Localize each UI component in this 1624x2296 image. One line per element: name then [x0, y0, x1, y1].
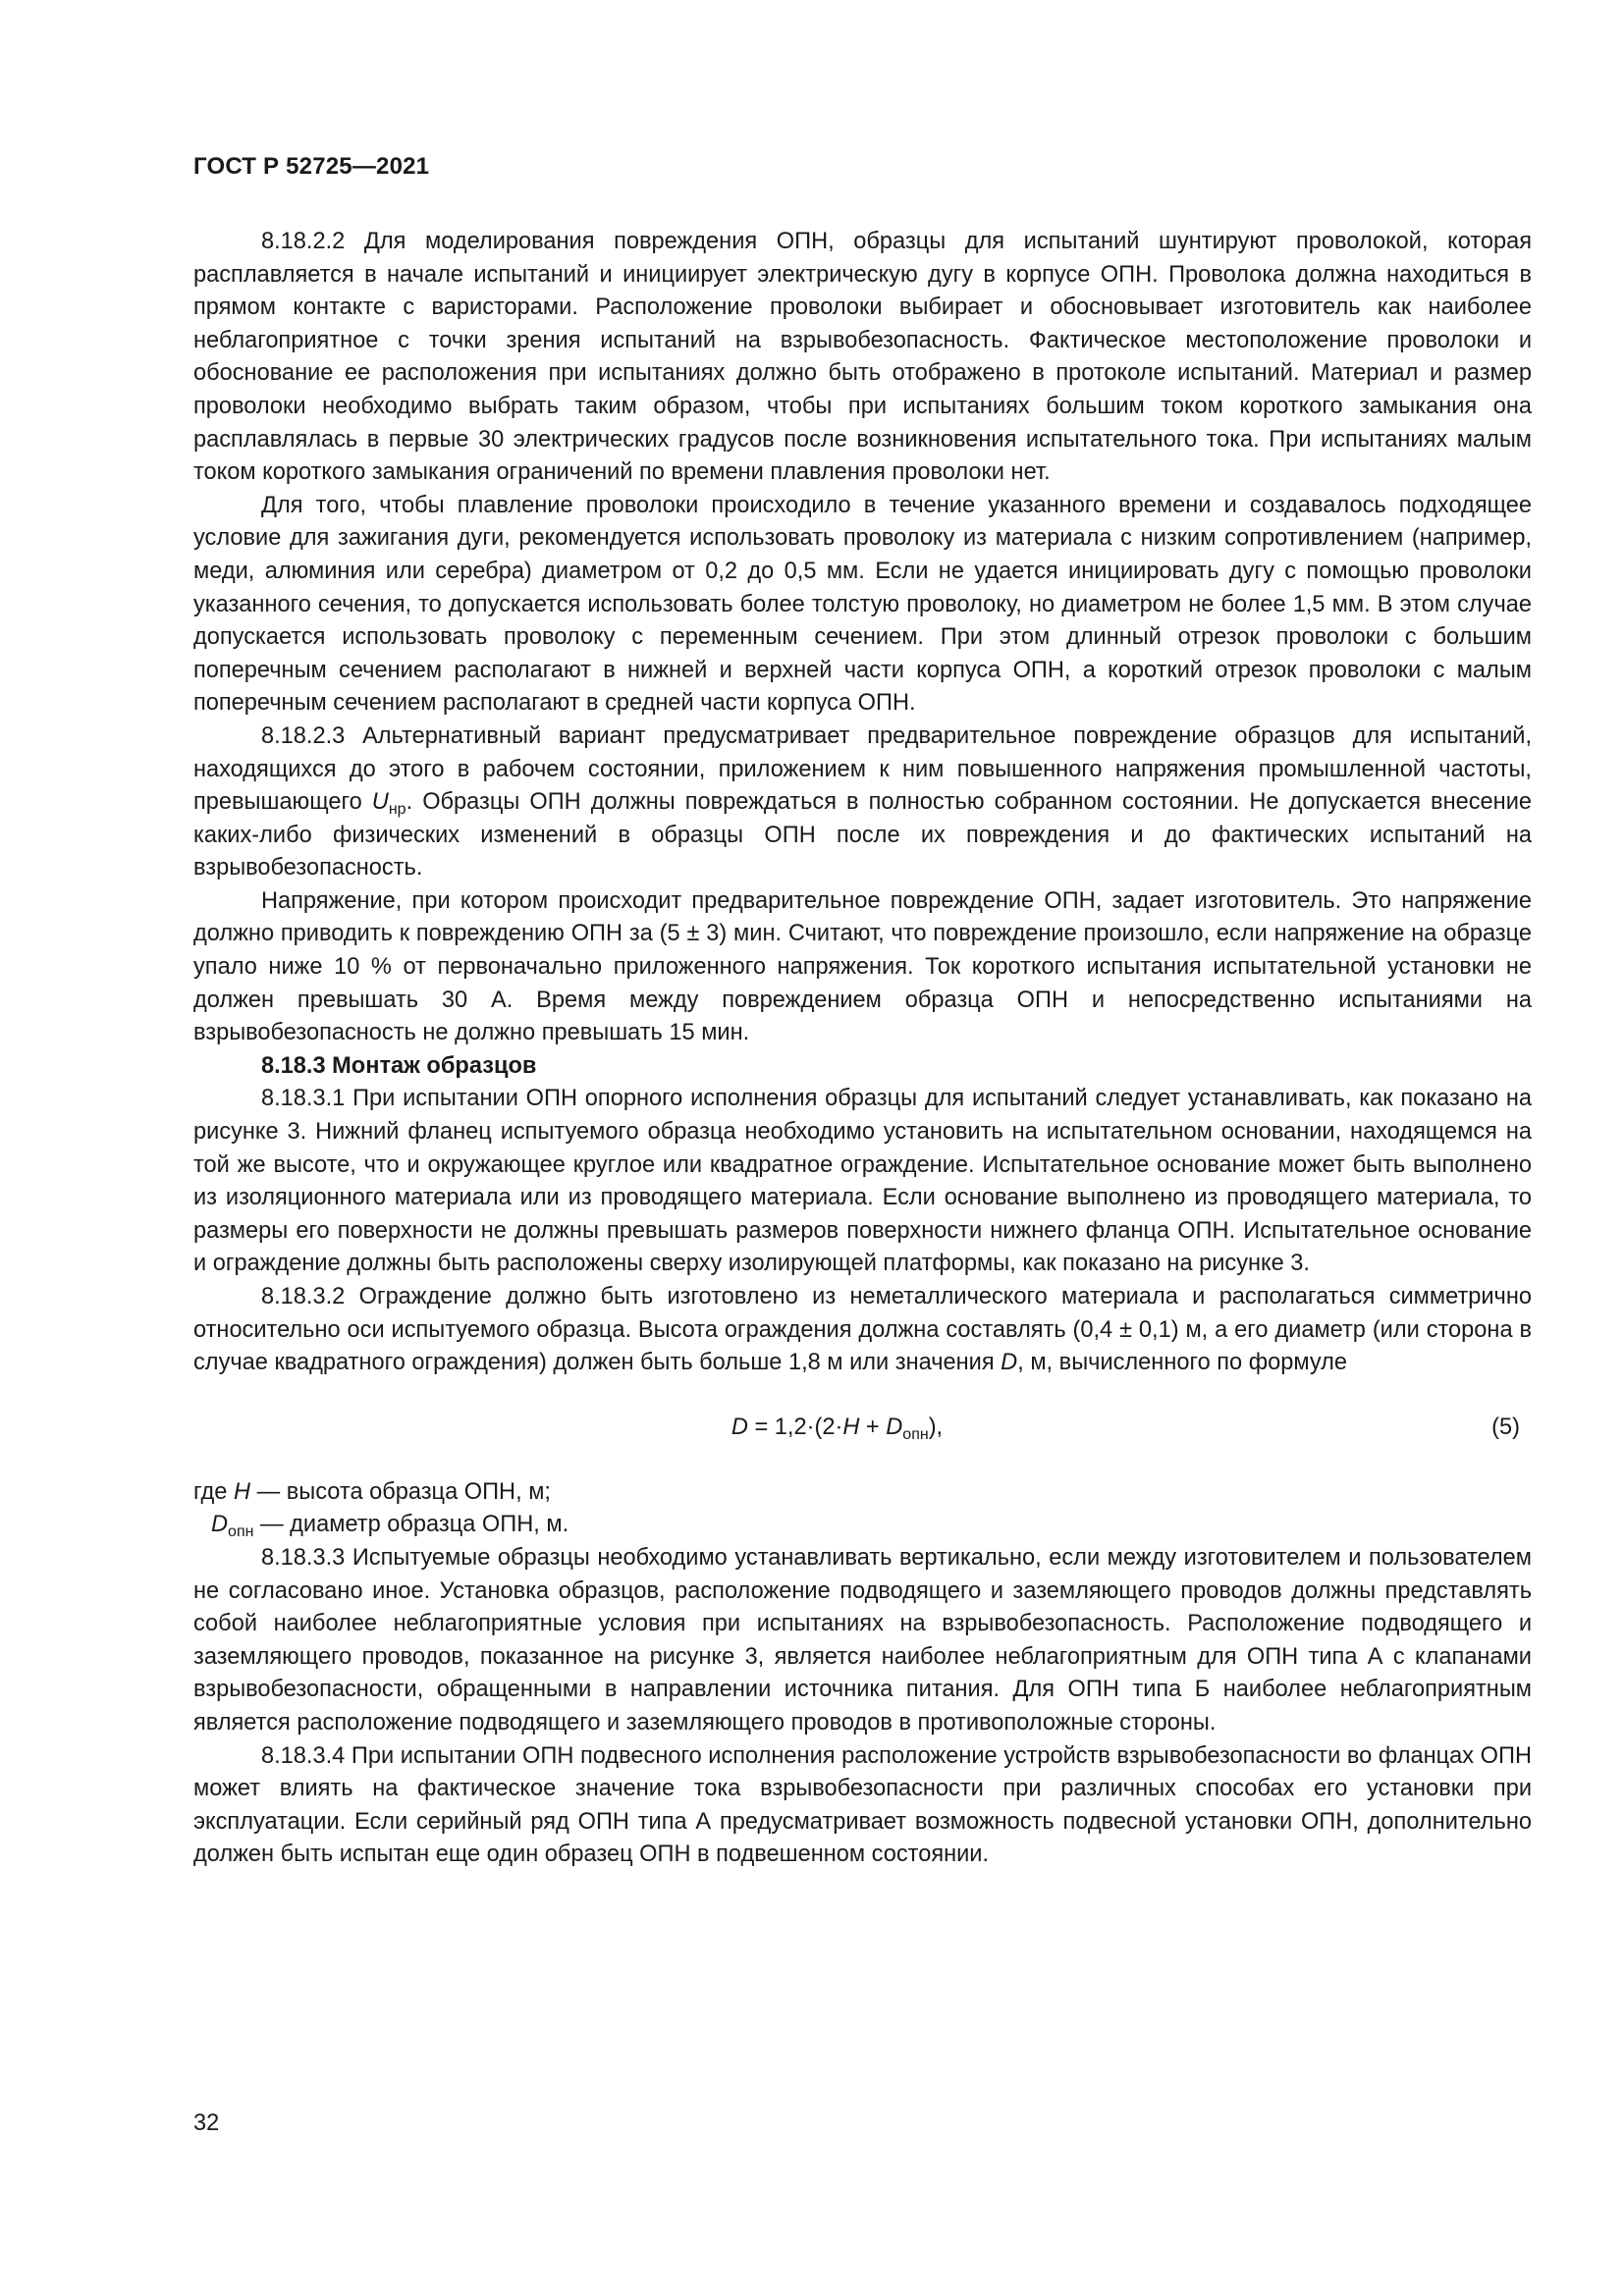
formula-text: ),	[928, 1414, 944, 1440]
paragraph-8-18-3-1: 8.18.3.1 При испытании ОПН опорного исполнения образцы для испытаний следует устанавливать, как показано на рисунке 3. Нижний фланец испытуемого образца необходимо установить на испытательном основании, находящемся на той же высоте, что и окружающее круглое или квадратное ограждение. Испытательное основание может быть выполнено из изоляционного материала или из проводящего материала. Если основание выполнено из проводящего материала, то размеры его поверхности не должны превышать размеров поверхности нижнего фланца ОПН. Испытательное основание и ограждение должны быть расположены сверху изолирующей платформы, как показано на рисунке 3.	[193, 1086, 1532, 1277]
section-heading-8-18-3: 8.18.3 Монтаж образцов	[261, 1052, 537, 1079]
formula-symbol-d: D	[731, 1414, 748, 1440]
subscript-nr: нр	[388, 801, 406, 819]
standard-header: ГОСТ Р 52725—2021	[193, 153, 430, 180]
paragraph-text: 8.18.2.3 Альтернативный вариант предусматривает предварительное повреждение образцов для испытаний, находящихся до этого в рабочем состоянии, приложением к ним повышенного напряжения промышленной частоты, превышающего	[193, 722, 1532, 816]
page-body	[193, 226, 1532, 1872]
page-number: 32	[193, 2110, 220, 2136]
symbol-d: D	[1001, 1350, 1018, 1376]
paragraph-8-18-3-4: 8.18.3.4 При испытании ОПН подвесного исполнения расположение устройств взрывобезопасности во фланцах ОПН может влиять на фактическое значение тока взрывобезопасности при различных способах его установки при эксплуатации. Если серийный ряд ОПН типа А предусматривает возможность подвесной установки ОПН, дополнительно должен быть испытан еще один образец ОПН в подвешенном состоянии.	[193, 1742, 1532, 1868]
formula-symbol-h: H	[842, 1414, 860, 1440]
paragraph-8-18-2-2: 8.18.2.2 Для моделирования повреждения ОПН, образцы для испытаний шунтируют проволокой, которая расплавляется в начале испытаний и инициирует электрическую дугу в корпусе ОПН. Проволока должна находиться в прямом контакте с варисторами. Расположение проволоки выбирает и обосновывает изготовитель как наиболее неблагоприятное с точки зрения испытаний на взрывобезопасность. Фактическое местоположение проволоки и обоснование ее расположения при испытаниях должно быть отображено в протоколе испытаний. Материал и размер проволоки необходимо выбрать таким образом, чтобы при испытаниях большим током короткого замыкания она расплавлялась в первые 30 электрических градусов после возникновения испытательного тока. При испытаниях малым током короткого замыкания ограничений по времени плавления проволоки нет.	[193, 229, 1532, 486]
formula-text: = 1,2·(2·	[747, 1414, 843, 1440]
paragraph-text: 8.18.3.2 Ограждение должно быть изготовлено из неметаллического материала и располагаться симметрично относительно оси испытуемого образца. Высота ограждения должна составлять (0,4 ± 0,1) м, а его диаметр (или сторона в случае квадратного ограждения) должен быть больше 1,8 м или значения	[193, 1284, 1532, 1376]
paragraph-8-18-2-3	[193, 721, 1532, 885]
paragraph-text: , м, вычисленного по формуле	[1017, 1350, 1348, 1376]
symbol-u: U	[371, 789, 389, 816]
subscript-opn: опн	[228, 1523, 254, 1541]
paragraph-8-18-3-2	[193, 1281, 1532, 1380]
where-h-desc: — высота образца ОПН, м;	[250, 1478, 551, 1505]
formula-text: +	[859, 1414, 887, 1440]
formula-expression	[193, 1394, 1532, 1461]
where-d	[193, 1509, 1532, 1542]
where-d-desc: — диаметр образца ОПН, м.	[253, 1512, 569, 1538]
symbol-h: H	[234, 1478, 251, 1505]
paragraph-text: . Образцы ОПН должны повреждаться в полностью собранном состоянии. Не допускается внесение каких-либо физических изменений в образцы ОПН после их повреждения и до фактических испытаний на взрывобезопасность.	[193, 789, 1532, 881]
symbol-d: D	[211, 1512, 229, 1538]
formula-subscript: опн	[902, 1425, 929, 1443]
formula-symbol-d: D	[886, 1414, 903, 1440]
where-h	[193, 1476, 1532, 1510]
paragraph-pre-damage-voltage: Напряжение, при котором происходит предварительное повреждение ОПН, задает изготовитель. Это напряжение должно приводить к повреждению ОПН за (5 ± 3) мин. Считают, что повреждение произошло, если напряжение на образце упало ниже 10 % от первоначально приложенного напряжения. Ток короткого испытания испытательной установки не должен превышать 30 А. Время между повреждением образца ОПН и непосредственно испытаниями на взрывобезопасность не должно превышать 15 мин.	[193, 887, 1532, 1046]
where-prefix: где	[193, 1478, 234, 1505]
formula-5	[193, 1394, 1532, 1461]
formula-number: (5)	[1491, 1414, 1520, 1440]
paragraph-8-18-3-3: 8.18.3.3 Испытуемые образцы необходимо устанавливать вертикально, если между изготовителем и пользователем не согласовано иное. Установка образцов, расположение подводящего и заземляющего проводов должны представлять собой наиболее неблагоприятные условия при испытаниях на взрывобезопасность. Расположение подводящего и заземляющего проводов, показанное на рисунке 3, является наиболее неблагоприятным для ОПН типа А с клапанами взрывобезопасности, обращенными в направлении источника питания. Для ОПН типа Б наиболее неблагоприятным является расположение подводящего и заземляющего проводов в противоположные стороны.	[193, 1544, 1532, 1735]
paragraph-wire-melting: Для того, чтобы плавление проволоки происходило в течение указанного времени и создавалось подходящее условие для зажигания дуги, рекомендуется использовать проволоку из материала с низким сопротивлением (например, меди, алюминия или серебра) диаметром от 0,2 до 0,5 мм. Если не удается инициировать дугу с помощью проволоки указанного сечения, то допускается использовать более толстую проволоку, но диаметром не более 1,5 мм. В этом случае допускается использовать проволоку с переменным сечением. При этом длинный отрезок проволоки с большим поперечным сечением располагают в нижней и верхней части корпуса ОПН, а короткий отрезок проволоки с малым поперечным сечением располагают в средней части корпуса ОПН.	[193, 492, 1532, 717]
